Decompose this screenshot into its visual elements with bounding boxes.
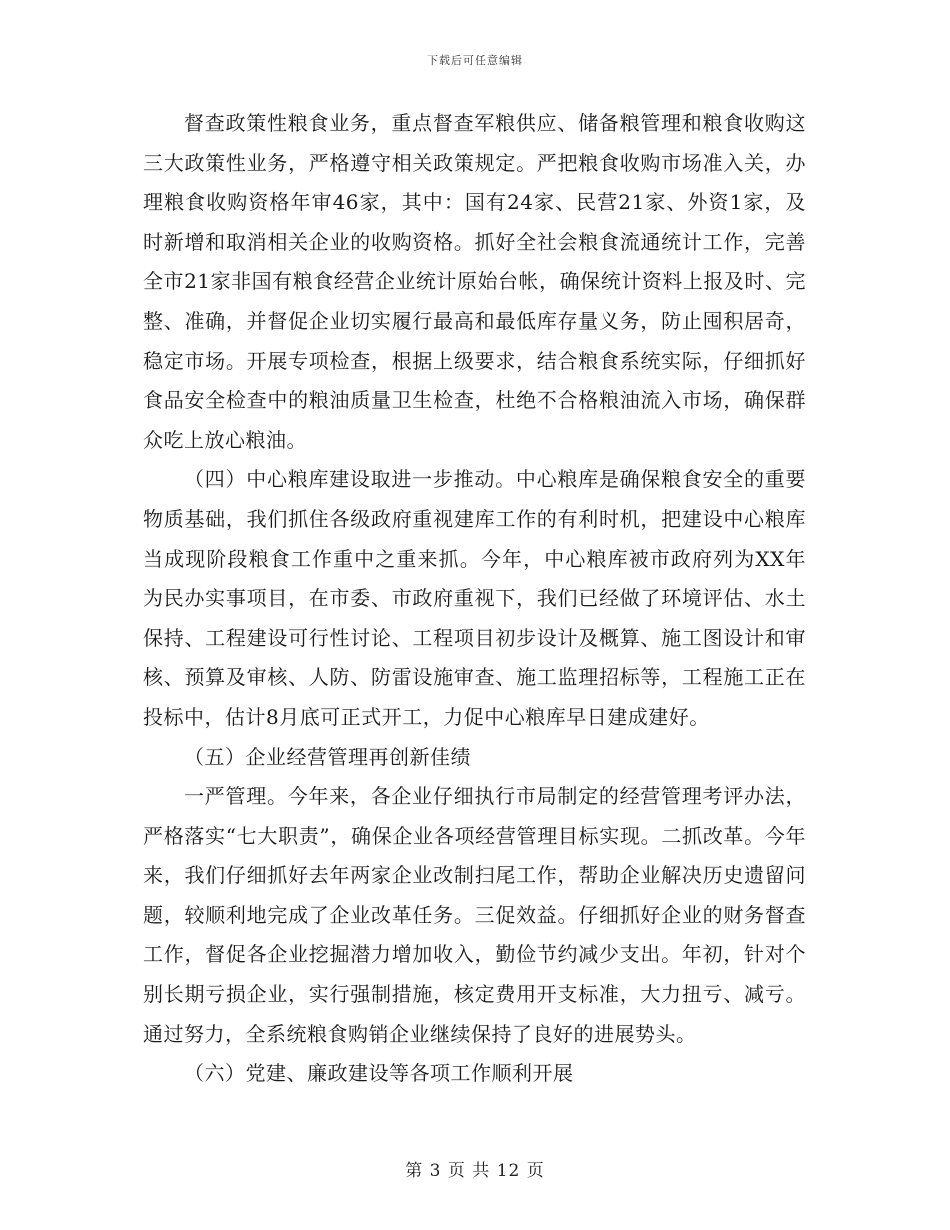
paragraph-enterprise-management: 一严管理。今年来，各企业仔细执行市局制定的经营管理考评办法，严格落实“七大职责”，确保企业各项经营管理目标实现。二抓改革。今年来，我们仔细抓好去年两家企业改制扫尾工作，帮助企业解决历史遗留问题，较顺利地完成了企业改革任务。三促效益。仔细抓好企业的财务督查工作，督促各企业挖掘潜力增加收入，勤俭节约减少支出。年初，针对个别长期亏损企业，实行强制措施，核定费用开支标准，大力扭亏、减亏。通过努力，全系统粮食购销企业继续保持了良好的进展势头。 bbox=[143, 784, 806, 1046]
section-heading-enterprise-management: （五）企业经营管理再创新佳绩 bbox=[184, 744, 471, 769]
header-note: 下载后可任意编辑 bbox=[427, 54, 523, 67]
page-number: 第 3 页 共 12 页 bbox=[405, 1161, 545, 1181]
document-body bbox=[143, 104, 806, 1094]
section-heading-party-building: （六）党建、廉政建设等各项工作顺利开展 bbox=[184, 1061, 574, 1086]
paragraph-central-granary: （四）中心粮库建设取进一步推动。中心粮库是确保粮食安全的重要物质基础，我们抓住各级政府重视建库工作的有利时机，把建设中心粮库当成现阶段粮食工作重中之重来抓。今年，中心粮库被市政府列为XX年为民办实事项目，在市委、市政府重视下，我们已经做了环境评估、水土保持、工程建设可行性讨论、工程项目初步设计及概算、施工图设计和审核、预算及审核、人防、防雷设施审查、施工监理招标等，工程施工正在投标中，估计8月底可正式开工，力促中心粮库早日建成建好。 bbox=[143, 467, 806, 729]
paragraph-policy-grain: 督查政策性粮食业务，重点督查军粮供应、储备粮管理和粮食收购这三大政策性业务，严格遵守相关政策规定。严把粮食收购市场准入关，办理粮食收购资格年审46家，其中：国有24家、民营21家、外资1家，及时新增和取消相关企业的收购资格。抓好全社会粮食流通统计工作，完善全市21家非国有粮食经营企业统计原始台帐，确保统计资料上报及时、完整、准确，并督促企业切实履行最高和最低库存量义务，防止囤积居奇，稳定市场。开展专项检查，根据上级要求，结合粮食系统实际，仔细抓好食品安全检查中的粮油质量卫生检查，杜绝不合格粮油流入市场，确保群众吃上放心粮油。 bbox=[143, 111, 806, 452]
